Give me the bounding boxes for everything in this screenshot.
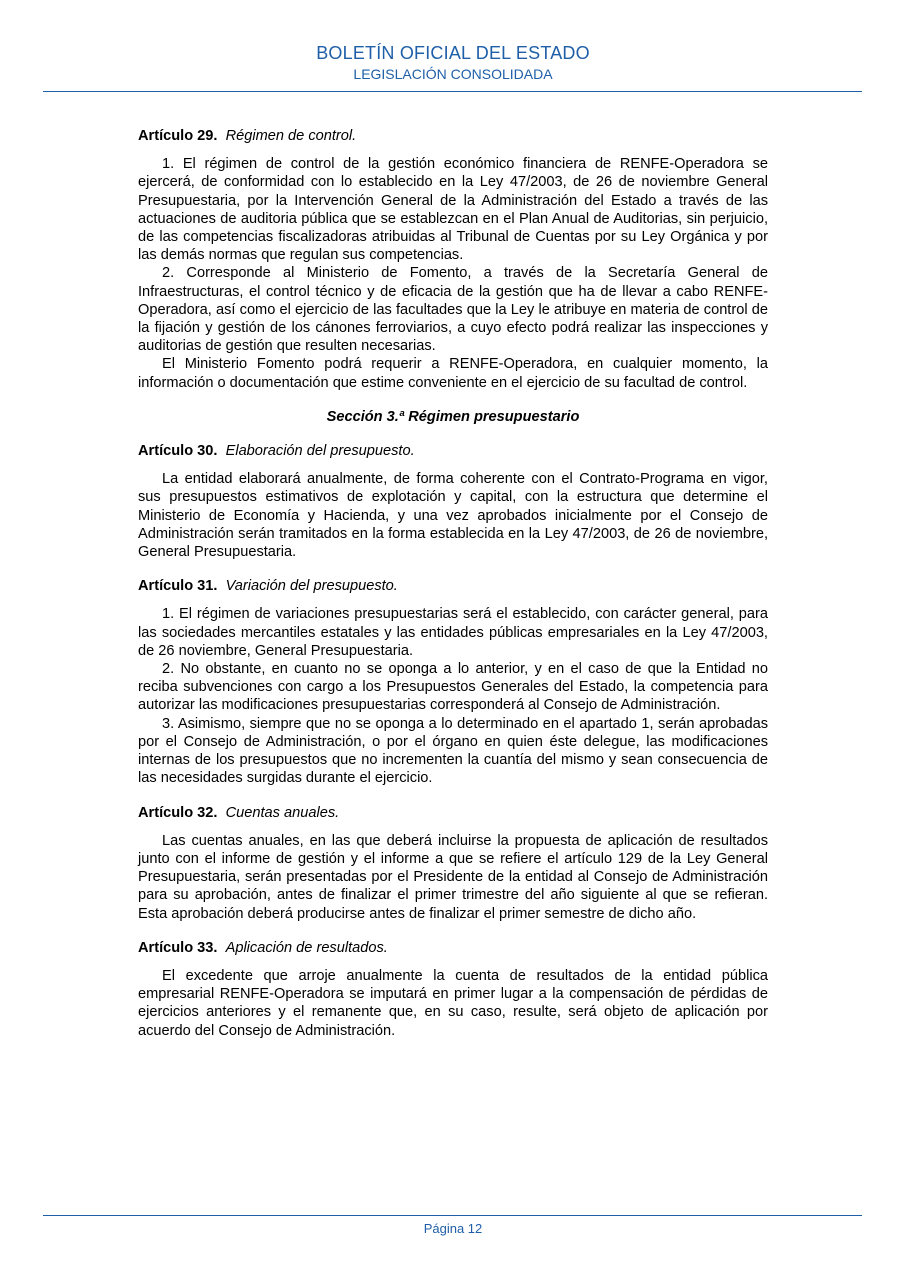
article-number: Artículo 30.	[138, 443, 218, 460]
article-heading	[138, 577, 768, 595]
article-30	[138, 442, 768, 561]
page-header	[0, 42, 906, 83]
article-31	[138, 577, 768, 787]
section-heading: Sección 3.ª Régimen presupuestario	[326, 408, 580, 425]
article-32	[138, 804, 768, 923]
header-title: BOLETÍN OFICIAL DEL ESTADO	[316, 43, 590, 63]
paragraph: 1. El régimen de variaciones presupuestarias será el establecido, con carácter general, para las sociedades mercantiles estatales y las entidades públicas empresariales en la Ley 47/2003, de 26 noviembre, General Presupuestaria.	[138, 606, 768, 659]
header-subtitle: LEGISLACIÓN CONSOLIDADA	[353, 66, 553, 82]
footer-divider	[43, 1215, 862, 1216]
paragraph: La entidad elaborará anualmente, de forma coherente con el Contrato-Programa en vigor, sus presupuestos estimativos de explotación y capital, con la estructura que determine el Ministerio de Economía y Hacienda, y una vez aprobados inicialmente por el Consejo de Administración serán tramitados en la forma establecida en la Ley 47/2003, de 26 de noviembre, General Presupuestaria.	[138, 471, 768, 561]
paragraph: El Ministerio Fomento podrá requerir a RENFE-Operadora, en cualquier momento, la información o documentación que estime conveniente en el ejercicio de su facultad de control.	[138, 356, 768, 391]
article-number: Artículo 33.	[138, 939, 218, 956]
page-number: Página 12	[423, 1221, 483, 1236]
article-heading	[138, 804, 768, 822]
article-29	[138, 127, 768, 392]
article-33	[138, 939, 768, 1040]
article-heading	[138, 939, 768, 957]
article-number: Artículo 29.	[138, 128, 218, 144]
article-name: Aplicación de resultados.	[225, 939, 388, 956]
header-divider	[43, 91, 862, 92]
article-name: Variación del presupuesto.	[225, 578, 398, 595]
paragraph: Las cuentas anuales, en las que deberá incluirse la propuesta de aplicación de resultados junto con el informe de gestión y el informe a que se refiere el artículo 129 de la Ley General Presupuestaria, serán presentadas por el Presidente de la entidad al Consejo de Administración para su aprobación, antes de finalizar el primer trimestre del año siguiente al que se refieran. Esta aprobación deberá producirse antes de finalizar el primer semestre de dicho año.	[138, 832, 768, 922]
article-name: Cuentas anuales.	[225, 804, 340, 821]
paragraph: 2. Corresponde al Ministerio de Fomento, a través de la Secretaría General de Infraestructuras, el control técnico y de eficacia de la gestión que ha de llevar a cabo RENFE-Operadora, así como el ejercicio de las facultades que la Ley le atribuye en materia de control de la fijación y gestión de los cánones ferroviarios, a cuyo efecto podrá realizar las inspecciones y auditorias de gestión que resulten necesarias.	[138, 265, 768, 355]
article-number: Artículo 31.	[138, 578, 218, 595]
paragraph: El excedente que arroje anualmente la cuenta de resultados de la entidad pública empresarial RENFE-Operadora se imputará en primer lugar a la compensación de pérdidas de ejercicios anteriores y el remanente que, en su caso, resulte, será objeto de aplicación por acuerdo del Consejo de Administración.	[138, 967, 768, 1039]
paragraph: 3. Asimismo, siempre que no se oponga a lo determinado en el apartado 1, serán aprobadas por el Consejo de Administración, o por el órgano en quien éste delegue, las modificaciones internas de los presupuestos que no incrementen la cuantía del mismo y sean consecuencia de las necesidades surgidas durante el ejercicio.	[138, 715, 768, 787]
document-body	[138, 127, 768, 1056]
article-name: Régimen de control.	[225, 128, 357, 144]
article-heading	[138, 127, 768, 145]
paragraph: 1. El régimen de control de la gestión económico financiera de RENFE-Operadora se ejercerá, de conformidad con lo establecido en la Ley 47/2003, de 26 de noviembre General Presupuestaria, por la Intervención General de la Administración del Estado a través de las actuaciones de auditoria pública que se establezcan en el Plan Anual de Auditorias, sin perjuicio, de las competencias fiscalizadoras atribuidas al Tribunal de Cuentas por su Ley Orgánica y por las demás normas que regulan sus competencias.	[138, 156, 768, 264]
article-number: Artículo 32.	[138, 804, 218, 821]
article-heading	[138, 442, 768, 460]
paragraph: 2. No obstante, en cuanto no se oponga a lo anterior, y en el caso de que la Entidad no reciba subvenciones con cargo a los Presupuestos Generales del Estado, la competencia para autorizar las modificaciones presupuestarias corresponderá al Consejo de Administración.	[138, 661, 768, 714]
article-name: Elaboración del presupuesto.	[225, 443, 415, 460]
